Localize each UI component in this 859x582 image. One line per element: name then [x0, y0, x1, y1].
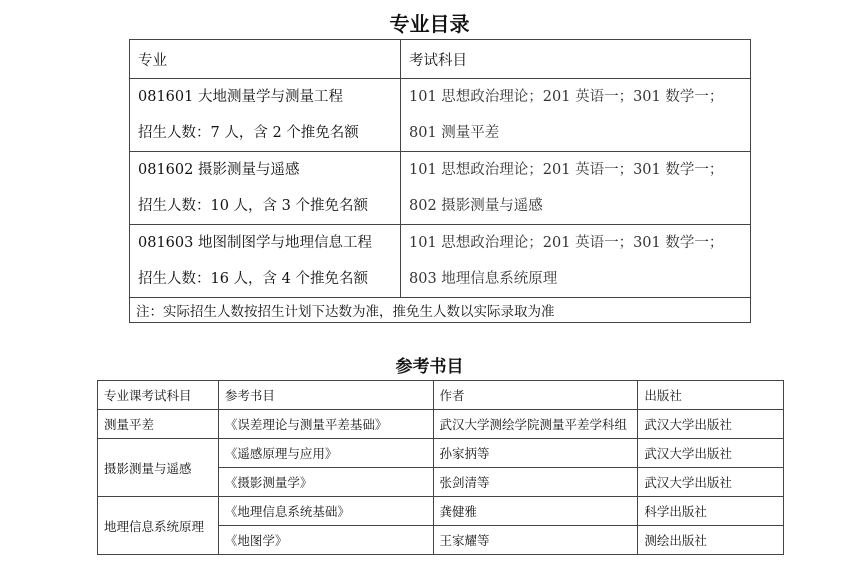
- book-row: [98, 497, 784, 526]
- book-publisher: 武汉大学出版社: [638, 468, 784, 497]
- majors-note-row: [130, 298, 751, 323]
- book-title: 《误差理论与测量平差基础》: [218, 410, 433, 439]
- header-author: 作者: [433, 381, 638, 410]
- subjects-cell: [401, 79, 751, 152]
- subjects-line: 801 测量平差: [409, 125, 500, 141]
- major-quota: 招生人数：16 人，含 4 个推免名额: [138, 271, 369, 287]
- book-title: 《摄影测量学》: [218, 468, 433, 497]
- major-cell: [130, 79, 401, 152]
- book-author: 张剑清等: [433, 468, 638, 497]
- book-author: 武汉大学测绘学院测量平差学科组: [433, 410, 638, 439]
- exam-subject: 测量平差: [98, 410, 219, 439]
- exam-subject: 摄影测量与遥感: [98, 439, 219, 497]
- header-book: 参考书目: [218, 381, 433, 410]
- major-cell: [130, 225, 401, 298]
- major-name: 081601 大地测量学与测量工程: [138, 89, 343, 105]
- major-quota: 招生人数：7 人，含 2 个推免名额: [138, 125, 359, 141]
- subjects-line: 101 思想政治理论；201 英语一；301 数学一；: [409, 162, 724, 178]
- book-publisher: 科学出版社: [638, 497, 784, 526]
- book-author: 龚健雅: [433, 497, 638, 526]
- subjects-cell: [401, 225, 751, 298]
- major-row: [130, 152, 751, 225]
- book-author: 孙家抦等: [433, 439, 638, 468]
- book-row: [98, 410, 784, 439]
- header-publisher: 出版社: [638, 381, 784, 410]
- majors-table: [129, 39, 751, 323]
- books-header-row: [98, 381, 784, 410]
- majors-note: 注：实际招生人数按招生计划下达数为准，推免生人数以实际录取为准: [130, 298, 751, 323]
- header-major: 专业: [130, 40, 401, 79]
- major-quota: 招生人数：10 人，含 3 个推免名额: [138, 198, 369, 214]
- subjects-cell: [401, 152, 751, 225]
- book-title: 《地图学》: [218, 526, 433, 555]
- book-title: 《遥感原理与应用》: [218, 439, 433, 468]
- book-title: 《地理信息系统基础》: [218, 497, 433, 526]
- exam-subject: 地理信息系统原理: [98, 497, 219, 555]
- majors-header-row: [130, 40, 751, 79]
- book-row: [98, 439, 784, 468]
- major-name: 081602 摄影测量与遥感: [138, 162, 300, 178]
- major-cell: [130, 152, 401, 225]
- majors-title: 专业目录: [389, 12, 470, 36]
- subjects-line: 802 摄影测量与遥感: [409, 198, 543, 214]
- major-row: [130, 225, 751, 298]
- book-author: 王家耀等: [433, 526, 638, 555]
- subjects-line: 803 地理信息系统原理: [409, 271, 558, 287]
- subjects-line: 101 思想政治理论；201 英语一；301 数学一；: [409, 235, 724, 251]
- book-publisher: 武汉大学出版社: [638, 439, 784, 468]
- major-name: 081603 地图制图学与地理信息工程: [138, 235, 372, 251]
- books-title: 参考书目: [395, 357, 464, 377]
- books-table: [97, 380, 784, 555]
- header-subject: 专业课考试科目: [98, 381, 219, 410]
- major-row: [130, 79, 751, 152]
- subjects-line: 101 思想政治理论；201 英语一；301 数学一；: [409, 89, 724, 105]
- book-publisher: 测绘出版社: [638, 526, 784, 555]
- book-publisher: 武汉大学出版社: [638, 410, 784, 439]
- header-subjects: 考试科目: [401, 40, 751, 79]
